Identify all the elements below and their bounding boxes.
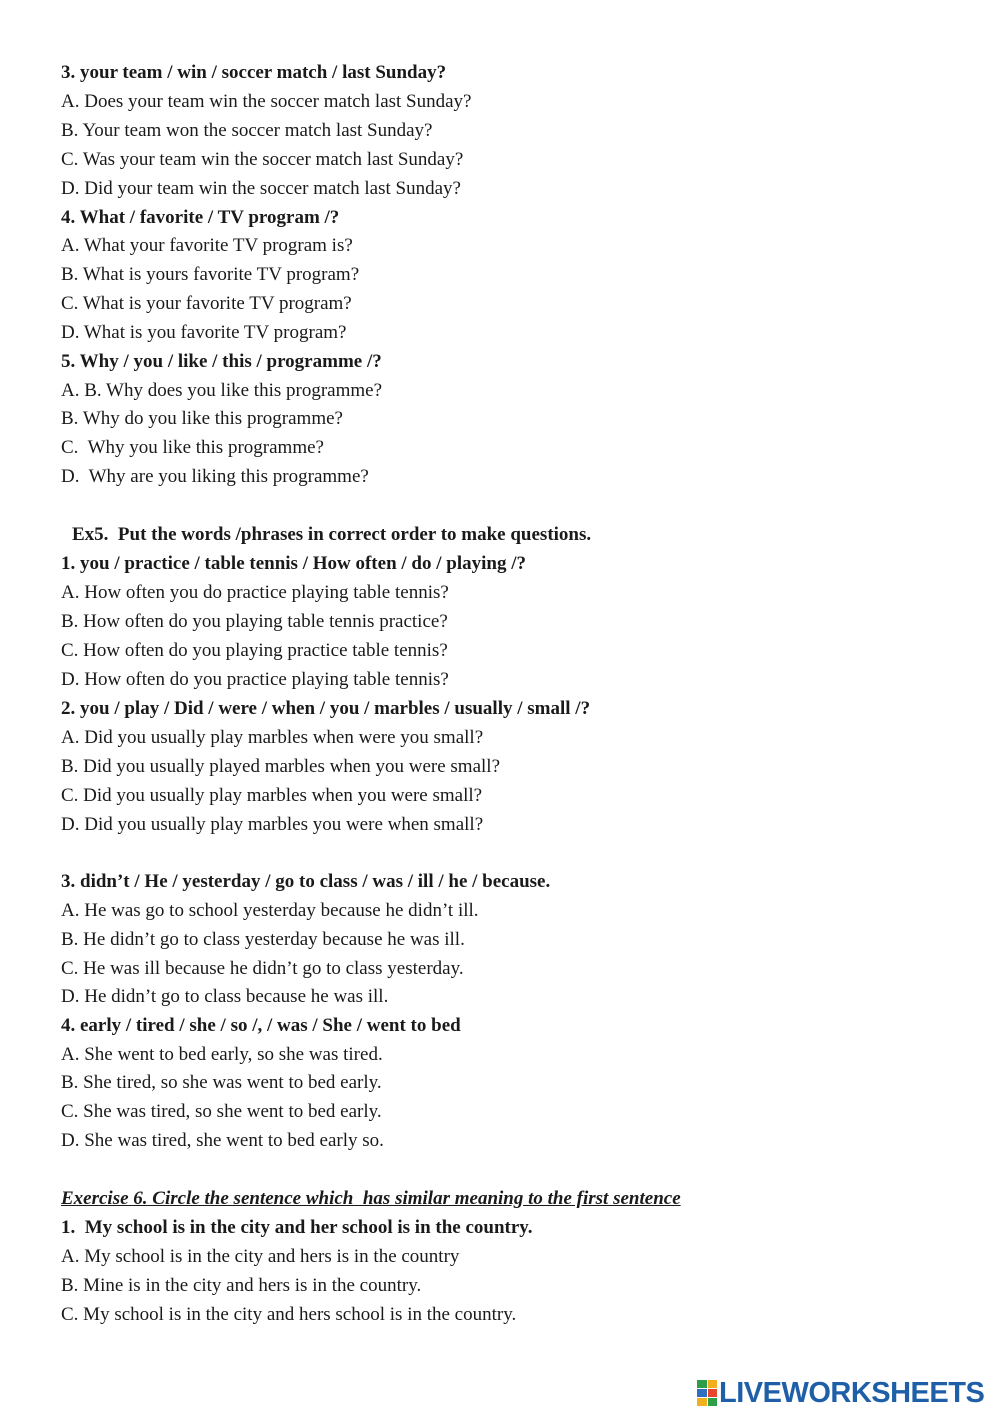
ex6-title: Exercise 6. Circle the sentence which has similar meaning to the first sentence	[61, 1188, 681, 1209]
option-d[interactable]: D. What is you favorite TV program?	[61, 322, 347, 343]
option-b[interactable]: B. He didn’t go to class yesterday because he was ill.	[61, 929, 465, 950]
option-a[interactable]: A. B. Why does you like this programme?	[61, 380, 383, 401]
option-a[interactable]: A. My school is in the city and hers is in the country	[61, 1246, 460, 1267]
option-c[interactable]: C. He was ill because he didn’t go to class yesterday.	[61, 958, 464, 979]
option-a[interactable]: A. Did you usually play marbles when were you small?	[61, 727, 484, 748]
option-c[interactable]: C. Was your team win the soccer match last Sunday?	[61, 149, 464, 170]
question-text: 4. early / tired / she / so /, / was / She / went to bed	[61, 1015, 461, 1036]
option-a[interactable]: A. He was go to school yesterday because he didn’t ill.	[61, 900, 479, 921]
option-d[interactable]: D. She was tired, she went to bed early so.	[61, 1130, 384, 1151]
option-a[interactable]: A. Does your team win the soccer match last Sunday?	[61, 91, 472, 112]
option-c[interactable]: C. Why you like this programme?	[61, 437, 324, 458]
question-text: 3. didn’t / He / yesterday / go to class / was / ill / he / because.	[61, 871, 551, 892]
option-d[interactable]: D. How often do you practice playing table tennis?	[61, 669, 449, 690]
question-text: 4. What / favorite / TV program /?	[61, 207, 340, 228]
option-b[interactable]: B. She tired, so she was went to bed early.	[61, 1072, 382, 1093]
option-c[interactable]: C. She was tired, so she went to bed early.	[61, 1101, 382, 1122]
option-c[interactable]: C. What is your favorite TV program?	[61, 293, 352, 314]
liveworksheets-logo-icon	[697, 1380, 717, 1406]
liveworksheets-logo	[697, 1378, 984, 1408]
question-text: 1. My school is in the city and her school is in the country.	[61, 1217, 533, 1238]
question-text: 3. your team / win / soccer match / last Sunday?	[61, 62, 447, 83]
option-c[interactable]: C. How often do you playing practice table tennis?	[61, 640, 448, 661]
option-b[interactable]: B. Did you usually played marbles when you were small?	[61, 756, 501, 777]
option-b[interactable]: B. Your team won the soccer match last Sunday?	[61, 120, 433, 141]
option-b[interactable]: B. Mine is in the city and hers is in the country.	[61, 1275, 422, 1296]
question-text: 1. you / practice / table tennis / How often / do / playing /?	[61, 553, 526, 574]
option-a[interactable]: A. How often you do practice playing table tennis?	[61, 582, 449, 603]
option-c[interactable]: C. Did you usually play marbles when you were small?	[61, 785, 483, 806]
question-text: 5. Why / you / like / this / programme /?	[61, 351, 382, 372]
option-a[interactable]: A. What your favorite TV program is?	[61, 235, 353, 256]
option-d[interactable]: D. Did you usually play marbles you were when small?	[61, 814, 484, 835]
option-d[interactable]: D. Did your team win the soccer match last Sunday?	[61, 178, 461, 199]
option-b[interactable]: B. What is yours favorite TV program?	[61, 264, 360, 285]
option-b[interactable]: B. How often do you playing table tennis practice?	[61, 611, 448, 632]
ex5-title: Ex5. Put the words /phrases in correct order to make questions.	[72, 524, 592, 545]
option-d[interactable]: D. Why are you liking this programme?	[61, 466, 369, 487]
option-a[interactable]: A. She went to bed early, so she was tired.	[61, 1044, 383, 1065]
option-b[interactable]: B. Why do you like this programme?	[61, 408, 343, 429]
liveworksheets-logo-text: LIVEWORKSHEETS	[719, 1376, 985, 1409]
option-d[interactable]: D. He didn’t go to class because he was ill.	[61, 986, 389, 1007]
question-text: 2. you / play / Did / were / when / you / marbles / usually / small /?	[61, 698, 591, 719]
option-c[interactable]: C. My school is in the city and hers school is in the country.	[61, 1304, 517, 1325]
